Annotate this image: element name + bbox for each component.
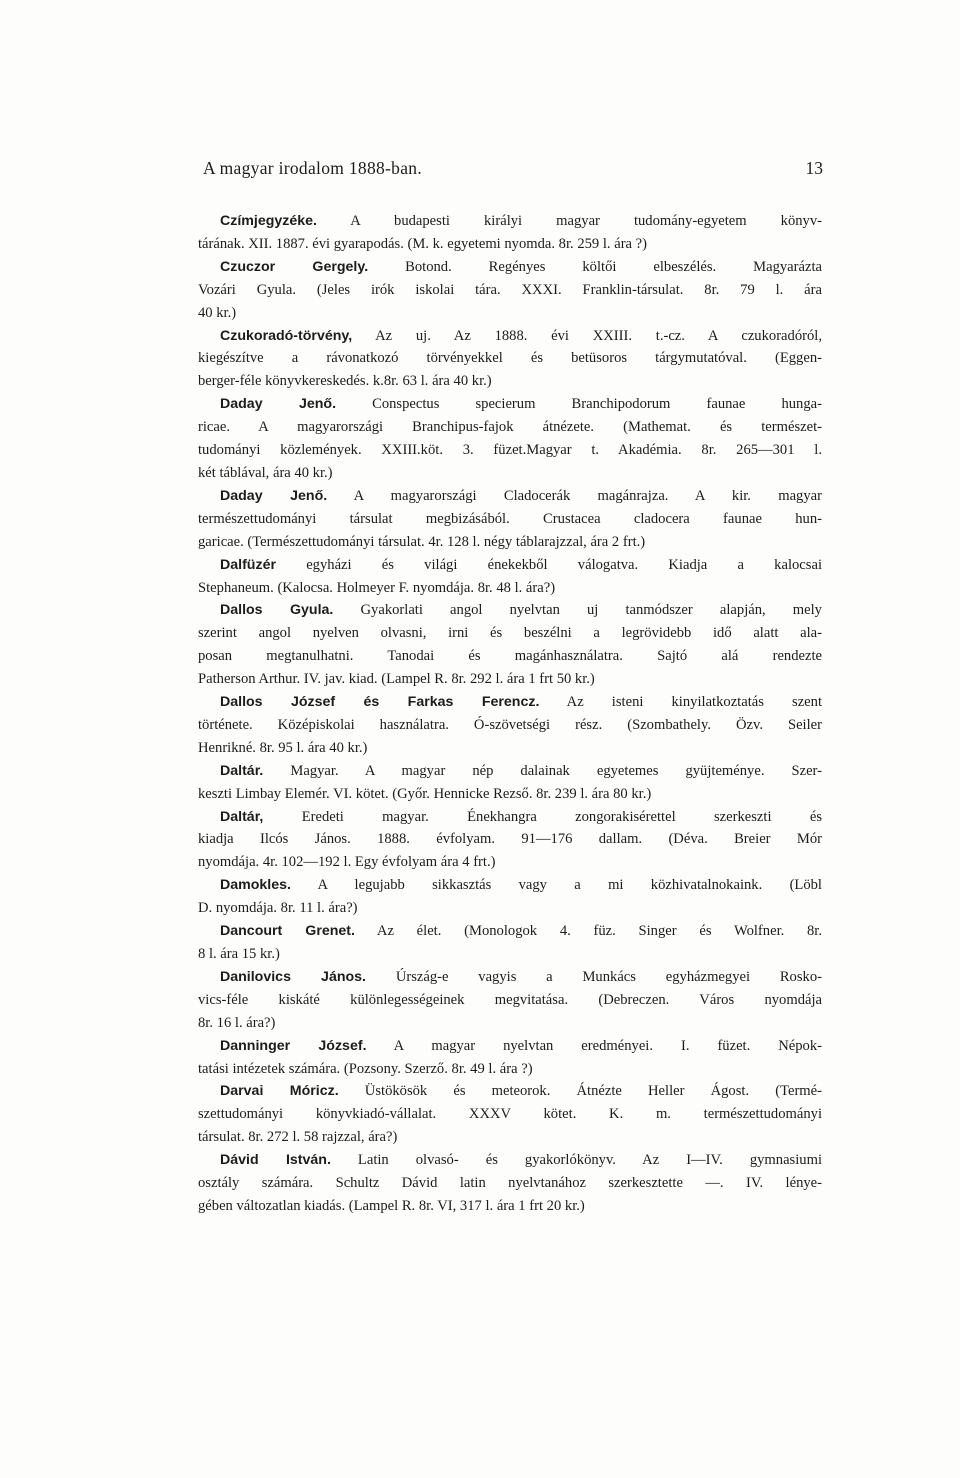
bibliography-entry (198, 1035, 822, 1081)
entry-text: berger-féle könyvkereskedés. k.8r. 63 l. ára 40 kr.) (198, 373, 492, 390)
entry-text: Vozári Gyula. (Jeles irók iskolai tára. XXXI. Franklin-társulat. 8r. 79 l. ára (198, 281, 822, 298)
entry-text: Gyakorlati angol nyelvtan uj tanmódszer alapján, mely (333, 602, 822, 619)
entry-text: posan megtanulhatni. Tanodai és magánhasználatra. Sajtó alá rendezte (198, 648, 822, 665)
entry-first-line (198, 691, 822, 714)
entry-text: tudományi közlemények. XXIII.köt. 3. füzet.Magyar t. Akadémia. 8r. 265—301 l. (198, 442, 822, 459)
entry-text: Conspectus specierum Branchipodorum faunae hunga- (336, 396, 822, 413)
bibliography-entry (198, 874, 822, 920)
entry-first-line (198, 920, 822, 943)
entry-heading: Dallos József és Farkas Ferencz. (220, 694, 540, 711)
entry-heading: Dalfüzér (220, 556, 276, 573)
entry-first-line (198, 599, 822, 622)
entry-first-line (198, 393, 822, 416)
bibliography-entry (198, 966, 822, 1035)
entry-text: keszti Limbay Elemér. VI. kötet. (Győr. Hennicke Rezső. 8r. 239 l. ára 80 kr.) (198, 785, 652, 802)
entry-text: társulat. 8r. 272 l. 58 rajzzal, ára?) (198, 1129, 398, 1146)
entry-line (198, 989, 822, 1012)
page-number: 13 (805, 158, 823, 178)
entry-text: egyházi és világi énekekből válogatva. Kiadja a kalocsai (275, 556, 822, 573)
entry-text: Eredeti magyar. Énekhangra zongorakisérettel szerkeszti és (263, 808, 822, 825)
entry-heading: Dávid István. (220, 1152, 331, 1169)
entry-text: kiegészítve a rávonatkozó törvényekkel és betüsoros tárgymutatóval. (Eggen- (198, 350, 822, 367)
entry-text: Botond. Regényes költői elbeszélés. Magyarázta (368, 258, 822, 275)
bibliography-entry (198, 920, 822, 966)
entry-text: története. Középiskolai használatra. Ó-szövetségi rész. (Szombathely. Özv. Seiler (198, 716, 822, 733)
entry-line (198, 416, 822, 439)
bibliography-entry (198, 1080, 822, 1149)
entry-line (198, 462, 822, 485)
bibliography-entry (198, 325, 822, 394)
entry-first-line (198, 1035, 822, 1058)
entry-line (198, 508, 822, 531)
entry-text: A legujabb sikkasztás vagy a mi közhivatalnokaink. (Löbl (290, 877, 822, 894)
entry-line (198, 531, 822, 554)
entry-line (198, 1058, 822, 1081)
bibliography-entry (198, 691, 822, 760)
entry-line (198, 1172, 822, 1195)
bibliography-entry (198, 760, 822, 806)
entry-heading: Daltár, (220, 808, 264, 825)
entry-heading: Czímjegyzéke. (220, 213, 317, 229)
entry-line (198, 828, 822, 851)
entry-line (198, 1195, 822, 1218)
entry-line (198, 1126, 822, 1149)
entry-line (198, 668, 822, 691)
entry-heading: Dallos Gyula. (220, 602, 334, 619)
entry-heading: Damokles. (220, 877, 291, 894)
entry-text: ricae. A magyarországi Branchipus-fajok átnézete. (Mathemat. és természet- (198, 419, 822, 436)
entry-text: Az élet. (Monologok 4. füz. Singer és Wolfner. 8r. (354, 923, 823, 940)
entry-heading: Darvai Móricz. (220, 1083, 339, 1100)
entry-line (198, 897, 822, 920)
entry-text: tárának. XII. 1887. évi gyarapodás. (M. k. egyetemi nyomda. 8r. 259 l. ára ?) (198, 235, 648, 252)
entry-line (198, 645, 822, 668)
entry-text: Magyar. A magyar nép dalainak egyetemes gyüjteménye. Szer- (263, 762, 822, 779)
entry-text: két táblával, ára 40 kr.) (198, 464, 333, 481)
bibliography-entry (198, 599, 822, 691)
entry-text: gében változatlan kiadás. (Lampel R. 8r. VI, 317 l. ára 1 frt 20 kr.) (198, 1197, 585, 1214)
entry-text: kiadja Ilcós János. 1888. évfolyam. 91—176 dallam. (Déva. Breier Mór (198, 831, 822, 848)
entry-line (198, 943, 822, 966)
entry-text: Patherson Arthur. IV. jav. kiad. (Lampel R. 8r. 292 l. ára 1 frt 50 kr.) (198, 671, 595, 688)
entry-line (198, 622, 822, 645)
entry-first-line (198, 256, 822, 279)
entry-line (198, 577, 822, 600)
entry-text: A magyarországi Cladocerák magánrajza. A kir. magyar (327, 487, 822, 504)
entry-heading: Czukoradó-törvény, (220, 327, 353, 344)
entry-text: Henrikné. 8r. 95 l. ára 40 kr.) (198, 739, 368, 756)
entry-heading: Czuczor Gergely. (220, 258, 369, 275)
entry-line (198, 347, 822, 370)
entry-text: 8 l. ára 15 kr.) (198, 946, 280, 962)
entry-first-line (198, 554, 822, 577)
entry-first-line (198, 1080, 822, 1103)
entry-line (198, 279, 822, 302)
entry-text: Stephaneum. (Kalocsa. Holmeyer F. nyomdája. 8r. 48 l. ára?) (198, 579, 556, 596)
entry-line (198, 737, 822, 760)
bibliography-entry (198, 256, 822, 325)
entry-text: osztály számára. Schultz Dávid latin nyelvtanához szerkesztette —. IV. lénye- (198, 1175, 822, 1192)
entry-text: A budapesti királyi magyar tudomány-egyetem könyv- (317, 213, 822, 229)
entry-first-line (198, 325, 822, 348)
entry-heading: Danninger József. (220, 1037, 367, 1054)
bibliography-entry (198, 806, 822, 875)
entry-line (198, 233, 822, 256)
bibliography-list (198, 210, 822, 1218)
entry-line (198, 439, 822, 462)
entry-text: Úrszág-e vagyis a Munkács egyházmegyei Rosko- (366, 968, 822, 985)
entry-text: szettudományi könyvkiadó-vállalat. XXXV kötet. K. m. természettudományi (198, 1106, 822, 1123)
entry-line (198, 1103, 822, 1126)
entry-text: 8r. 16 l. ára?) (198, 1014, 276, 1031)
entry-text: nyomdája. 4r. 102—192 l. Egy évfolyam ára 4 frt.) (198, 854, 496, 871)
running-title: A magyar irodalom 1888-ban. (203, 158, 423, 178)
entry-heading: Daltár. (220, 762, 264, 779)
entry-text: Az uj. Az 1888. évi XXIII. t.-cz. A czukoradóról, (352, 327, 822, 344)
entry-first-line (198, 1149, 822, 1172)
bibliography-entry (198, 485, 822, 554)
entry-text: Latin olvasó- és gyakorlókönyv. Az I—IV. gymnasiumi (330, 1152, 822, 1169)
entry-text: vics-féle kiskáté különlegességeinek megvitatása. (Debreczen. Város nyomdája (198, 991, 822, 1008)
entry-heading: Daday Jenő. (220, 487, 328, 504)
entry-line (198, 302, 822, 325)
bibliography-entry (198, 393, 822, 485)
entry-heading: Danilovics János. (220, 968, 367, 985)
entry-text: természettudományi társulat megbizásából. Crustacea cladocera faunae hun- (198, 510, 822, 527)
bibliography-entry (198, 554, 822, 600)
entry-first-line (198, 966, 822, 989)
entry-line (198, 714, 822, 737)
page-header (203, 158, 823, 188)
entry-heading: Dancourt Grenet. (220, 923, 355, 940)
entry-line (198, 370, 822, 393)
entry-text: 40 kr.) (198, 304, 237, 321)
entry-text: A magyar nyelvtan eredményei. I. füzet. Népok- (366, 1037, 822, 1054)
entry-text: Az isteni kinyilatkoztatás szent (539, 694, 822, 711)
entry-heading: Daday Jenő. (220, 396, 337, 413)
entry-line (198, 783, 822, 806)
bibliography-entry (198, 210, 822, 256)
entry-first-line (198, 760, 822, 783)
entry-line (198, 851, 822, 874)
entry-first-line (198, 210, 822, 233)
entry-first-line (198, 806, 822, 829)
entry-text: D. nyomdája. 8r. 11 l. ára?) (198, 900, 358, 917)
entry-text: tatási intézetek számára. (Pozsony. Szerző. 8r. 49 l. ára ?) (198, 1060, 533, 1077)
entry-text: garicae. (Természettudományi társulat. 4r. 128 l. négy táblarajzzal, ára 2 frt.) (198, 533, 646, 550)
entry-first-line (198, 485, 822, 508)
entry-line (198, 1012, 822, 1035)
entry-text: Üstökösök és meteorok. Átnézte Heller Ágost. (Termé- (338, 1083, 822, 1100)
entry-text: szerint angol nyelven olvasni, irni és beszélni a legrövidebb idő alatt ala- (198, 625, 822, 642)
entry-first-line (198, 874, 822, 897)
bibliography-entry (198, 1149, 822, 1218)
